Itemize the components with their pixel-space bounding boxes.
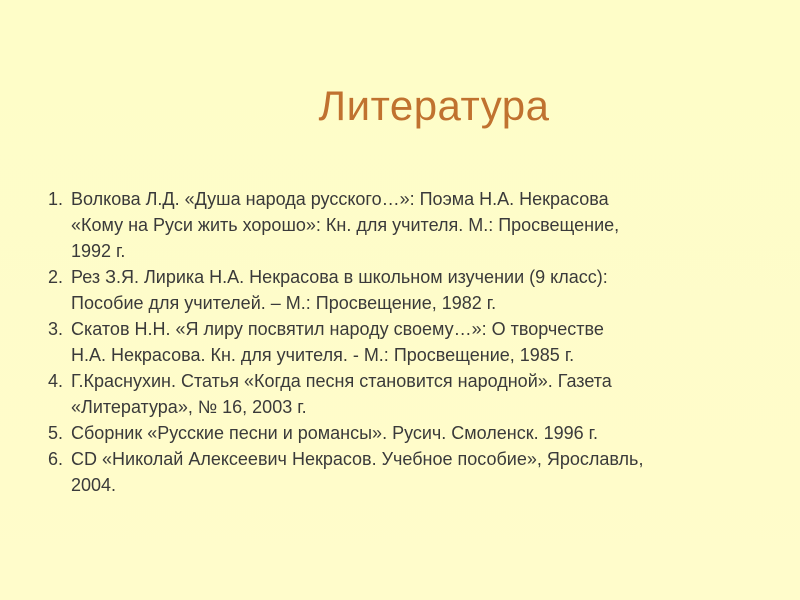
- reference-line: «Литература», № 16, 2003 г.: [71, 397, 307, 417]
- reference-line: CD «Николай Алексеевич Некрасов. Учебное пособие», Ярославль,: [71, 449, 644, 469]
- reference-text: [71, 420, 748, 446]
- reference-text: [71, 368, 748, 420]
- slide-title: Литература: [318, 82, 550, 129]
- reference-number: 3.: [48, 319, 64, 339]
- reference-number: 6.: [48, 449, 64, 469]
- reference-line: 1992 г.: [71, 241, 126, 261]
- reference-text: [71, 316, 748, 368]
- reference-line: Рез З.Я. Лирика Н.А. Некрасова в школьном изучении (9 класс):: [71, 267, 608, 287]
- reference-item-3: [48, 316, 748, 368]
- reference-list: [48, 186, 748, 498]
- reference-line: «Кому на Руси жить хорошо»: Кн. для учителя. М.: Просвещение,: [71, 215, 620, 235]
- reference-line: Пособие для учителей. – М.: Просвещение, 1982 г.: [71, 293, 497, 313]
- reference-line: 2004.: [71, 475, 117, 495]
- reference-item-4: [48, 368, 748, 420]
- reference-text: [71, 264, 748, 316]
- reference-line: Г.Краснухин. Статья «Когда песня становится народной». Газета: [71, 371, 612, 391]
- reference-item-2: [48, 264, 748, 316]
- reference-item-6: [48, 446, 748, 498]
- reference-number: 5.: [48, 423, 64, 443]
- reference-line: Н.А. Некрасова. Кн. для учителя. - М.: Просвещение, 1985 г.: [71, 345, 575, 365]
- reference-number: 1.: [48, 189, 64, 209]
- reference-text: [71, 446, 748, 498]
- reference-line: Скатов Н.Н. «Я лиру посвятил народу своему…»: О творчестве: [71, 319, 604, 339]
- reference-line: Волкова Л.Д. «Душа народа русского…»: Поэма Н.А. Некрасова: [71, 189, 609, 209]
- reference-number: 4.: [48, 371, 64, 391]
- reference-item-1: [48, 186, 748, 264]
- reference-item-5: [48, 420, 748, 446]
- reference-number: 2.: [48, 267, 64, 287]
- reference-line: Сборник «Русские песни и романсы». Русич. Смоленск. 1996 г.: [71, 423, 599, 443]
- reference-text: [71, 186, 748, 264]
